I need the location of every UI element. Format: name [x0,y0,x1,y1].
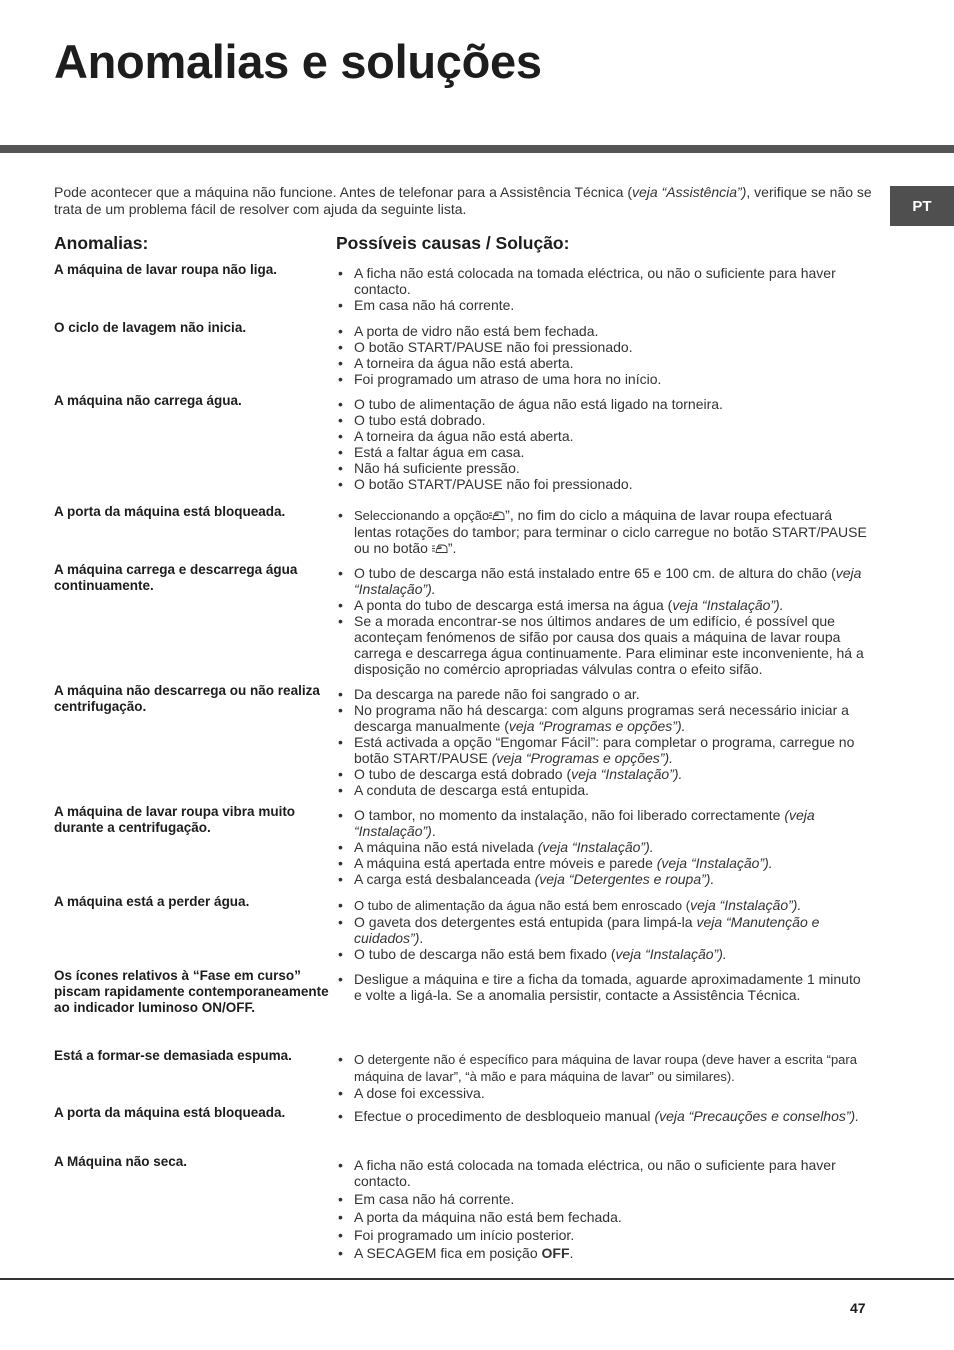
cause-list [336,1108,868,1124]
cause-reference: veja “Instalação”). [615,946,727,962]
anomaly-label: A máquina não descarrega ou não realiza centrifugação. [54,683,320,714]
list-item: • Se a morada encontrar-se nos últimos andares de um edifício, é possível que aconteçam fenómenos de sifão por causa dos quais a máquina de lavar roupa carrega e descarrega água continuamente. Para eliminar este inconveniente, há a disposição no comércio apropriadas válvulas contra o efeito sifão. [336,613,868,677]
list-item: • O tubo de alimentação de água não está ligado na torneira. [336,396,868,412]
list-item: • O tubo está dobrado. [336,412,868,428]
cause-list [336,807,868,887]
cause-text: O detergente não é específico para máquina de lavar roupa (deve haver a escrita “para máquina de lavar”, “à mão e para máquina de lavar” ou similares). [354,1052,857,1084]
list-item: • Desligue a máquina e tire a ficha da tomada, aguarde aproximadamente 1 minuto e volte a ligá-la. Se a anomalia persistir, contacte a Assistência Técnica. [336,971,868,1003]
list-item: • Em casa não há corrente. [336,297,868,313]
off-label: OFF [541,1245,570,1261]
list-item [336,507,868,556]
list-item [336,702,868,734]
anomaly-label: Está a formar-se demasiada espuma. [54,1048,292,1063]
language-tab: PT [890,186,954,226]
list-item: • O botão START/PAUSE não foi pressionado. [336,476,868,492]
list-item [336,871,868,887]
list-item: • Está a faltar água em casa. [336,444,868,460]
anomaly-label: A máquina está a perder água. [54,894,250,909]
list-item [336,914,868,946]
footer-rule [0,1278,954,1280]
anomaly-label: A porta da máquina está bloqueada. [54,504,286,519]
cause-text: O tubo de descarga não está instalado entre 65 e 100 cm. de altura do chão ( [354,565,836,581]
page-number: 47 [850,1300,866,1316]
cause-reference: veja “Instalação”). [690,897,802,913]
intro-reference: veja “Assistência”) [632,184,747,200]
cause-text: . [431,823,436,839]
anomaly-label: A máquina de lavar roupa vibra muito durante a centrifugação. [54,804,296,835]
cause-reference: veja “Instalação”). [672,597,784,613]
cause-reference: (veja “Programas e opções”). [491,750,674,766]
iron-icon [489,510,505,521]
cause-text: No programa não há descarga: com alguns programas será necessário iniciar a descarga manualmente ( [354,702,849,734]
list-item: • Foi programado um atraso de uma hora no início. [336,371,868,387]
cause-list [336,1051,868,1101]
cause-text: A carga está desbalanceada [354,871,535,887]
cause-list [336,686,868,798]
list-item: • A dose foi excessiva. [336,1085,868,1101]
list-item: • A porta da máquina não está bem fechada. [336,1209,868,1225]
cause-text: O tambor, no momento da instalação, não foi liberado correctamente [354,807,785,823]
list-item: • Da descarga na parede não foi sangrado o ar. [336,686,868,702]
cause-text: ”. [447,540,457,556]
cause-list [336,565,868,677]
cause-reference: veja “Instalação”). [571,766,683,782]
cause-text: A ponta do tubo de descarga está imersa na água ( [354,597,673,613]
intro-part1: Pode acontecer que a máquina não funcione. Antes de telefonar para a Assistência Técnica ( [54,184,633,200]
cause-reference: veja “Instalação”). [354,565,862,597]
cause-reference: (veja “Instalação”). [537,839,654,855]
list-item: • A conduta de descarga está entupida. [336,782,868,798]
cause-text: ”, no fim do ciclo a máquina de lavar roupa efectuará lentas rotações do tambor; para terminar o ciclo carregue no botão START/PAUSE ou no botão [354,507,867,556]
cause-reference: veja “Manutenção e cuidados”) [354,914,820,946]
cause-text: O tubo de alimentação da água não está bem enroscado ( [354,898,691,913]
cause-list [336,265,868,313]
list-item [336,839,868,855]
causes-header: Possíveis causas / Solução: [336,233,570,253]
cause-text: A máquina não está nivelada [354,839,538,855]
cause-text: A SECAGEM fica em posição [354,1245,542,1261]
cause-text: Efectue o procedimento de desbloqueio manual [354,1108,655,1124]
list-item [336,734,868,766]
list-item [336,597,868,613]
cause-text: Está activada a opção “Engomar Fácil”: para completar o programa, carregue no botão START/PAUSE [354,734,855,766]
list-item [336,1108,868,1124]
cause-reference: (veja “Precauções e conselhos”). [654,1108,860,1124]
cause-text: Seleccionando a opção [354,508,490,523]
header-rule [0,145,954,153]
cause-list [336,323,868,387]
list-item [336,1245,868,1261]
page-title: Anomalias e soluções [54,35,542,88]
cause-list [336,396,868,492]
cause-text: O tubo de descarga não está bem fixado ( [354,946,616,962]
list-item [336,897,868,914]
list-item: • Foi programado um início posterior. [336,1227,868,1243]
intro-part2: , verifique se não se trata de um problema fácil de resolver com ajuda da seguinte lista. [54,184,872,217]
list-item [336,766,868,782]
list-item: • A torneira da água não está aberta. [336,355,868,371]
intro-text [54,184,872,218]
list-item: • Não há suficiente pressão. [336,460,868,476]
cause-text: . [419,930,424,946]
list-item [336,565,868,597]
list-item: • A ficha não está colocada na tomada eléctrica, ou não o suficiente para haver contacto. [336,1157,868,1189]
list-item: • O botão START/PAUSE não foi pressionado. [336,339,868,355]
iron-icon [432,543,448,554]
list-item [336,946,868,962]
list-item [336,807,868,839]
list-item: • A porta de vidro não está bem fechada. [336,323,868,339]
cause-text: O tubo de descarga está dobrado ( [354,766,572,782]
cause-list [336,1157,868,1263]
anomaly-label: A máquina de lavar roupa não liga. [54,262,278,277]
anomaly-label: O ciclo de lavagem não inicia. [54,320,247,335]
cause-reference: veja “Programas e opções”). [508,718,686,734]
cause-reference: (veja “Instalação”) [354,807,815,839]
cause-text: A máquina está apertada entre móveis e parede [354,855,657,871]
cause-list [336,897,868,962]
anomaly-label: A máquina não carrega água. [54,393,242,408]
anomaly-label: A Máquina não seca. [54,1154,188,1169]
cause-text: O gaveta dos detergentes está entupida (para limpá-la [354,914,697,930]
cause-reference: (veja “Instalação”). [656,855,773,871]
cause-reference: (veja “Detergentes e roupa”). [534,871,715,887]
cause-list [336,971,868,1003]
list-item: • Em casa não há corrente. [336,1191,868,1207]
list-item [336,855,868,871]
anomalies-header: Anomalias: [54,233,149,253]
anomaly-label: Os ícones relativos à “Fase em curso” piscam rapidamente contemporaneamente ao indicador luminoso ON/OFF. [54,968,329,1015]
cause-text: . [569,1245,574,1261]
list-item [336,1051,868,1085]
list-item: • A ficha não está colocada na tomada eléctrica, ou não o suficiente para haver contacto. [336,265,868,297]
anomaly-label: A máquina carrega e descarrega água continuamente. [54,562,298,593]
anomaly-label: A porta da máquina está bloqueada. [54,1105,286,1120]
list-item: • A torneira da água não está aberta. [336,428,868,444]
cause-list [336,507,868,556]
